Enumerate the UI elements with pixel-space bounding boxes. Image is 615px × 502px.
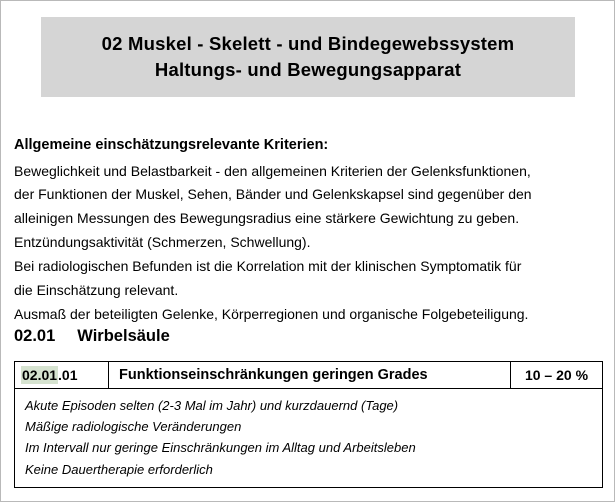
assessment-table (14, 361, 603, 488)
criteria-paragraph: alleinigen Messungen des Bewegungsradius eine stärkere Gewichtung zu geben. (14, 210, 520, 227)
list-item: Mäßige radiologische Veränderungen (25, 419, 242, 435)
criteria-paragraph: Ausmaß der beteiligten Gelenke, Körperregionen und organische Folgebeteiligung. (14, 305, 529, 322)
list-item: Keine Dauertherapie erforderlich (25, 461, 213, 477)
table-row-details (15, 389, 603, 488)
criteria-paragraph: der Funktionen der Muskel, Sehen, Bänder und Gelenkskapsel sind gegenüber den (14, 186, 532, 203)
chapter-title-line-2: Haltungs- und Bewegungsapparat (154, 59, 462, 80)
details-cell (15, 389, 603, 488)
row-percent: 10 – 20 % (511, 362, 603, 389)
code-cell (15, 362, 109, 389)
section-number: 02.01 (14, 327, 56, 345)
criteria-paragraph: die Einschätzung relevant. (14, 281, 179, 298)
code-highlight: 02.01 (22, 367, 58, 383)
chapter-header-band (41, 17, 575, 97)
criteria-section (14, 136, 604, 329)
list-item: Im Intervall nur geringe Einschränkungen im Alltag und Arbeitsleben (25, 440, 416, 456)
row-title: Funktionseinschränkungen geringen Grades (109, 362, 511, 389)
section-heading (14, 327, 170, 346)
criteria-paragraph: Beweglichkeit und Belastbarkeit - den allgemeinen Kriterien der Gelenksfunktionen, (14, 162, 531, 179)
code-suffix: .01 (58, 367, 78, 383)
criteria-paragraph: Bei radiologischen Befunden ist die Korrelation mit der klinischen Symptomatik für (14, 258, 522, 275)
table-row (15, 362, 603, 389)
criteria-heading: Allgemeine einschätzungsrelevante Kriterien: (14, 137, 329, 153)
chapter-title-line-1: 02 Muskel - Skelett - und Bindegewebssystem (101, 32, 515, 54)
criteria-paragraph: Entzündungsaktivität (Schmerzen, Schwellung). (14, 234, 311, 251)
details-list (25, 395, 602, 480)
section-title: Wirbelsäule (77, 327, 170, 345)
list-item: Akute Episoden selten (2-3 Mal im Jahr) und kurzdauernd (Tage) (25, 398, 399, 413)
